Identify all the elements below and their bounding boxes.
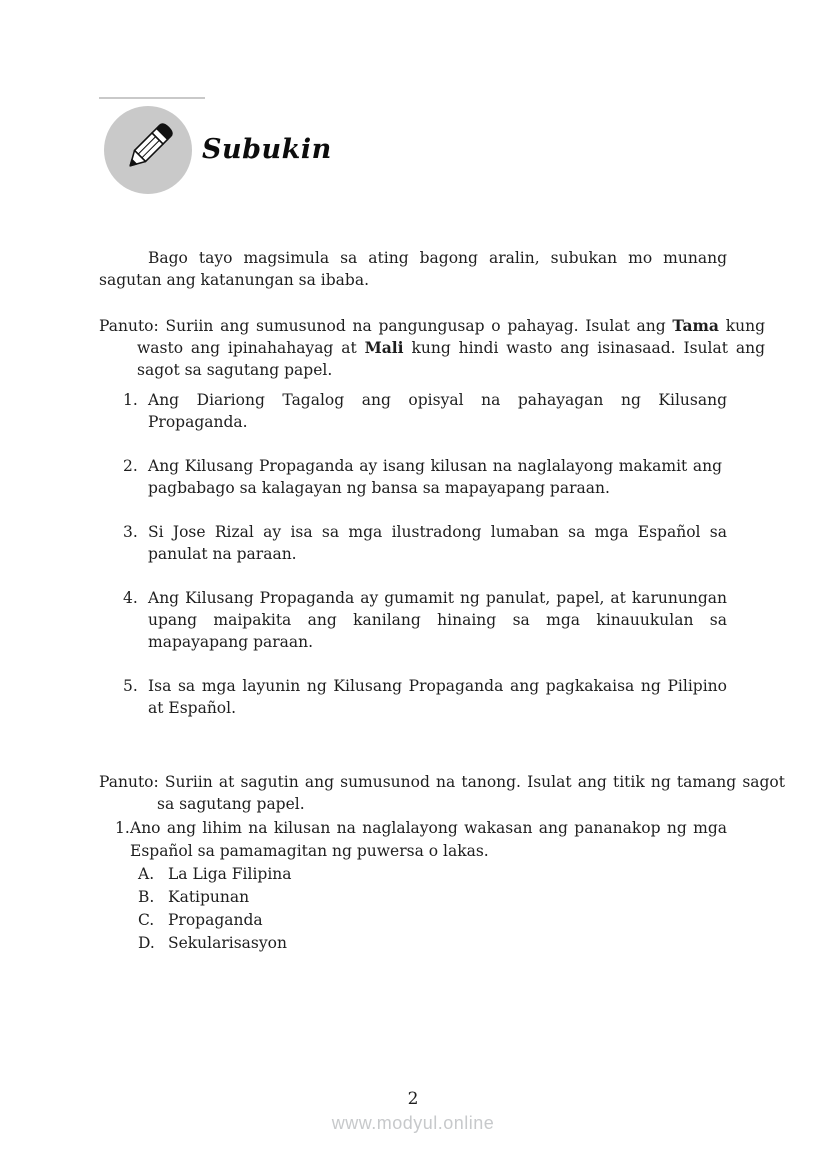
- item-text: Si Jose Rizal ay isa sa mga ilustradong lumaban sa mga Español sa panulat na paraan.: [148, 523, 727, 563]
- choice-label: Propaganda: [168, 911, 263, 929]
- choice-letter: B.: [138, 888, 155, 906]
- tf-item-1: [123, 389, 727, 433]
- item-text: Ang Diariong Tagalog ang opisyal na pahayagan ng Kilusang Propaganda.: [148, 391, 727, 431]
- choice-letter: A.: [138, 865, 155, 883]
- header-rule: [99, 97, 205, 99]
- question-number: 1.: [115, 819, 130, 837]
- question-stem: [115, 817, 727, 863]
- item-number: 3.: [123, 523, 138, 541]
- intro-paragraph: Bago tayo magsimula sa ating bagong aralin, subukan mo munang sagutan ang katanungan sa ibaba.: [99, 248, 727, 289]
- choice-c: [138, 909, 727, 932]
- tf-item-2: [123, 455, 727, 499]
- item-number: 2.: [123, 457, 138, 475]
- page-number: 2: [407, 1089, 419, 1109]
- directions-true-false: Panuto: Suriin ang sumusunod na pangungusap o pahayag. Isulat ang Tama kung wasto ang ipinahahayag at Mali kung hindi wasto ang isinasaad. Isulat ang sagot sa sagutang papel.: [99, 315, 765, 379]
- choice-label: Katipunan: [168, 888, 250, 906]
- item-text: Ang Kilusang Propaganda ay isang kilusan na naglalayong makamit ang pagbabago sa kalagayan ng bansa sa mapayapang paraan.: [148, 457, 727, 497]
- choice-label: Sekularisasyon: [168, 934, 287, 952]
- tf-item-5: [123, 675, 727, 719]
- item-number: 1.: [123, 391, 138, 409]
- choice-label: La Liga Filipina: [168, 865, 292, 883]
- directions-label: Panuto:: [99, 772, 165, 791]
- pencil-badge: [104, 106, 192, 194]
- item-number: 4.: [123, 589, 138, 607]
- item-number: 5.: [123, 677, 138, 695]
- choice-letter: D.: [138, 934, 155, 952]
- directions-label: Panuto:: [99, 316, 166, 335]
- item-text: Isa sa mga layunin ng Kilusang Propaganda ang pagkakaisa ng Pilipino at Español.: [148, 677, 727, 717]
- pencil-icon: [109, 109, 187, 191]
- true-false-list: [123, 389, 727, 741]
- question-text: Ano ang lihim na kilusan na naglalayong wakasan ang pananakop ng mga Español sa pamamagitan ng puwersa o lakas.: [130, 819, 727, 860]
- choice-b: [138, 886, 727, 909]
- directions-multiple-choice: Panuto: Suriin at sagutin ang sumusunod na tanong. Isulat ang titik ng tamang sagot sa sagutang papel.: [99, 772, 785, 813]
- answer-keyword-mali: Mali: [364, 337, 404, 357]
- item-text: Ang Kilusang Propaganda ay gumamit ng panulat, papel, at karunungan upang maipakita ang kanilang hinaing sa mga kinauukulan sa mapayapang paraan.: [148, 589, 727, 651]
- choice-a: [138, 863, 727, 886]
- answer-keyword-tama: Tama: [672, 315, 719, 335]
- choice-letter: C.: [138, 911, 155, 929]
- page-title: Subukin: [202, 134, 332, 165]
- choice-d: [138, 932, 727, 955]
- tf-item-4: [123, 587, 727, 653]
- watermark: www.modyul.online: [331, 1113, 495, 1133]
- choice-list: [138, 863, 727, 955]
- tf-item-3: [123, 521, 727, 565]
- question-1: [115, 817, 727, 955]
